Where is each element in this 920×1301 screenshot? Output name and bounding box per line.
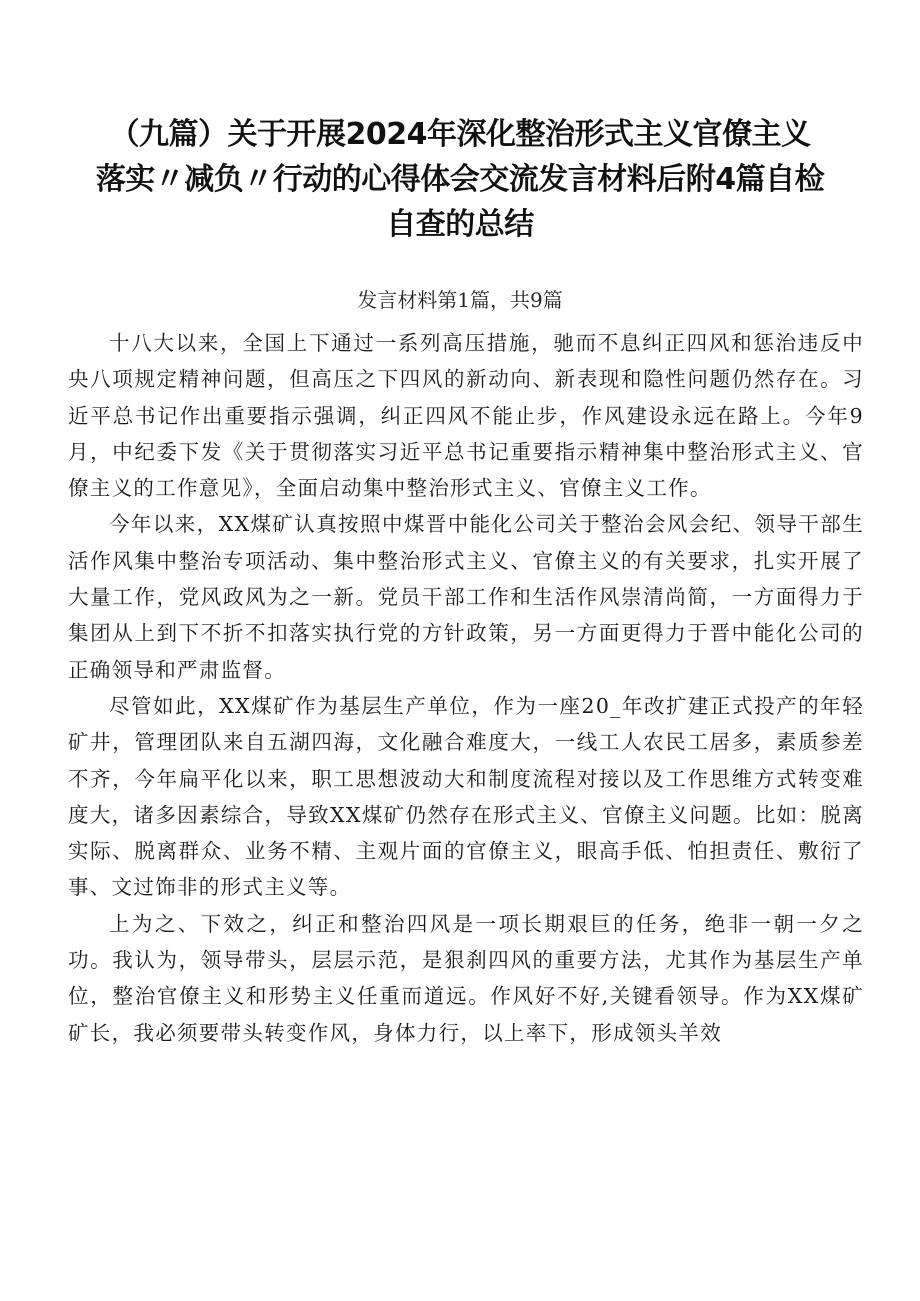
paragraph-2: 今年以来，XX煤矿认真按照中煤晋中能化公司关于整治会风会纪、领导干部生活作风集中整治专项活动、集中整治形式主义、官僚主义的有关要求，扎实开展了大量工作，党风政风为之一新。党员干部工作和生活作风崇清尚简，一方面得力于集团从上到下不折不扣落实执行党的方针政策，另一方面更得力于晋中能化公司的正确领导和严肃监督。 [68,512,864,682]
title-line-3: 自查的总结 [386,207,534,243]
document-subtitle: 发言材料第1篇，共9篇 [357,288,563,312]
paragraph-1: 十八大以来，全国上下通过一系列高压措施，驰而不息纠正四风和惩治违反中央八项规定精神问题，但高压之下四风的新动向、新表现和隐性问题仍然存在。习近平总书记作出重要指示强调，纠正四风不能止步，作风建设永远在路上。今年9月，中纪委下发《关于贯彻落实习近平总书记重要指示精神集中整治形式主义、官僚主义的工作意见》，全面启动集中整治形式主义、官僚主义工作。 [68,331,864,501]
document-body [68,325,864,1051]
title-line-2: 落实〃减负〃行动的心得体会交流发言材料后附4篇自检 [95,162,825,198]
document-title [60,112,860,247]
paragraph-3: 尽管如此，XX煤矿作为基层生产单位，作为一座20_年改扩建正式投产的年轻矿井，管理团队来自五湖四海，文化融合难度大，一线工人农民工居多，素质参差不齐，今年扁平化以来，职工思想波动大和制度流程对接以及工作思维方式转变难度大，诸多因素综合，导致XX煤矿仍然存在形式主义、官僚主义问题。比如：脱离实际、脱离群众、业务不精、主观片面的官僚主义，眼高手低、怕担责任、敷衍了事、文过饰非的形式主义等。 [68,693,864,900]
title-line-1: （九篇）关于开展2024年深化整治形式主义官僚主义 [109,117,811,153]
paragraph-4: 上为之、下效之，纠正和整治四风是一项长期艰巨的任务，绝非一朝一夕之功。我认为，领导带头，层层示范，是狠刹四风的重要方法，尤其作为基层生产单位，整治官僚主义和形势主义任重而道远。作风好不好,关键看领导。作为XX煤矿矿长，我必须要带头转变作风，身体力行，以上率下，形成领头羊效 [68,911,864,1045]
